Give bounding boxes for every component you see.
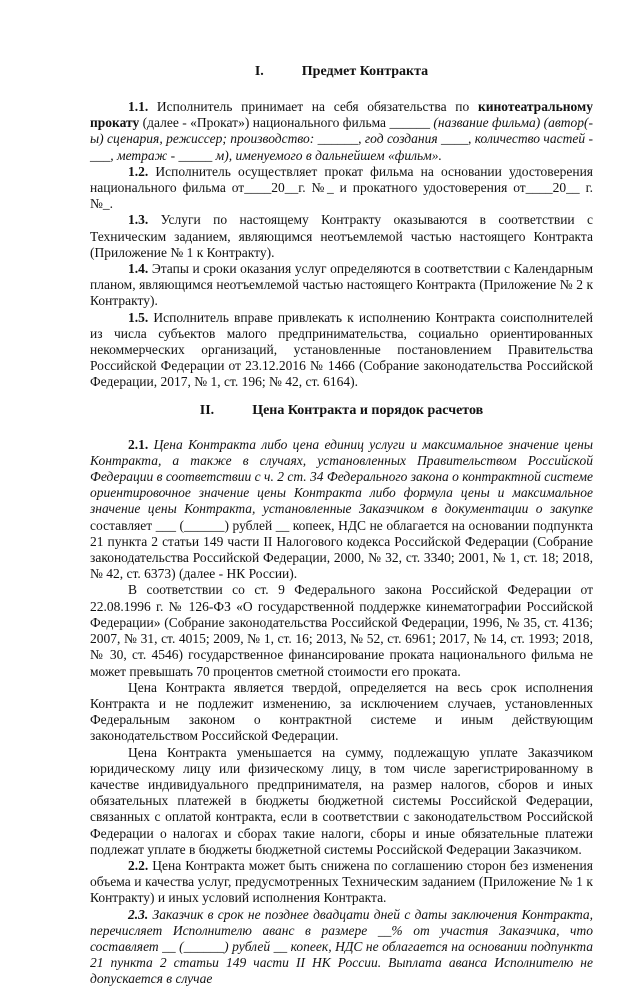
clause-2-3 <box>90 907 593 988</box>
clause-1-1-text-italic: (название фильма) (автор(-ы) сценария, режиссер; производство: ______, год создания ____, количество частей - ___, метраж - _____ м), именуемого в дальнейшем «фильм». <box>90 115 593 163</box>
section-2-title: Цена Контракта и порядок расчетов <box>252 402 484 418</box>
clause-1-5 <box>90 310 593 391</box>
clause-2-2 <box>90 858 593 907</box>
clause-2-2-number: 2.2. <box>128 857 149 873</box>
paragraph-price-reduction: Цена Контракта уменьшается на сумму, подлежащую уплате Заказчиком юридическому лицу или физическому лицу, в том числе зарегистрированному в качестве индивидуального предпринимателя, на размер налогов, сборов и иных обязательных платежей в бюджеты бюджетной системы Российской Федерации, связанных с оплатой контракта, если в соответствии с законодательством Российской Федерации о налогах и сборах такие налоги, сборы и иные обязательные платежи подлежат уплате в бюджеты бюджетной системы Российской Федерации Заказчиком. <box>90 744 593 857</box>
clause-1-1 <box>90 99 593 164</box>
clause-2-1-text: составляет ___ (______) рублей __ копеек, НДС не облагается на основании подпункта 21 пункта 2 статьи 149 части II Налогового кодекса Российской Федерации (Собрание законодательства Российской Федерации, 2000, № 32, ст. 3340; 2001, № 1, ст. 18; 2018, № 42, ст. 6373) (далее - НК России). <box>90 517 593 582</box>
clause-1-5-number: 1.5. <box>128 309 149 325</box>
section-2-number: II. <box>199 402 215 418</box>
clause-1-3-text: Услуги по настоящему Контракту оказываются в соответствии с Техническим заданием, являющимся неотъемлемой частью настоящего Контракта (Приложение № 1 к Контракту). <box>90 212 593 260</box>
clause-1-2-text: Исполнитель осуществляет прокат фильма на основании удостоверения национального фильма от____20__г. №_ и прокатного удостоверения от____20__ г. №_. <box>90 163 593 212</box>
paragraph-fixed-price: Цена Контракта является твердой, определяется на весь срок исполнения Контракта и не подлежит изменению, за исключением случаев, установленных Федеральным законом о контрактной системе и иным действующим законодательством Российской Федерации. <box>90 679 593 744</box>
clause-1-3 <box>90 212 593 261</box>
clause-1-2 <box>90 164 593 213</box>
clause-1-3-number: 1.3. <box>128 212 149 228</box>
clause-2-1-text-italic: Цена Контракта либо цена единиц услуги и максимальное значение цены Контракта, а также в случаях, установленных Правительством Российской Федерации в соответствии с ч. 2 ст. 34 Федерального закона о контрактной системе ориентировочное значение цены Контракта либо формула цены и максимальное значение цены Контракта, установленные Заказчиком в документации о закупке <box>90 436 593 517</box>
contract-text <box>90 64 593 988</box>
clause-1-4-number: 1.4. <box>128 261 149 277</box>
clause-1-1-text-bold: кинотеатральному прокату <box>90 99 593 131</box>
clause-2-3-number: 2.3. <box>128 906 149 922</box>
clause-1-5-text: Исполнитель вправе привлекать к исполнению Контракта соисполнителей из числа субъектов малого предпринимательства, социально ориентированных некоммерческих организаций, установленные постановлением Правительства Российской Федерации от 23.12.2016 № 1466 (Собрание законодательства Российской Федерации, 2017, № 1, ст. 196; № 42, ст. 6164). <box>90 309 593 390</box>
clause-1-1-number: 1.1. <box>128 99 149 114</box>
clause-2-2-text: Цена Контракта может быть снижена по соглашению сторон без изменения объема и качества услуг, предусмотренных Техническим заданием (Приложение № 1 к Контракту) и иных условий исполнения Контракта. <box>90 857 593 906</box>
clause-1-4 <box>90 261 593 310</box>
paragraph-film-law: В соответствии со ст. 9 Федерального закона Российской Федерации от 22.08.1996 г. № 126-ФЗ «О государственной поддержке кинематографии Российской Федерации» (Собрание законодательства Российской Федерации, 1996, № 35, ст. 4136; 2007, № 31, ст. 4015; 2009, № 1, ст. 16; 2013, № 52, ст. 6961; 2017, № 14, ст. 1993; 2018, № 30, ст. 4546) государственное финансирование проката национального фильма не может превышать 70 процентов сметной стоимости его проката. <box>90 582 593 679</box>
clause-1-2-number: 1.2. <box>128 163 149 179</box>
section-1-heading <box>90 64 593 80</box>
section-1-title: Предмет Контракта <box>301 64 429 79</box>
clause-2-3-text: Заказчик в срок не позднее двадцати дней с даты заключения Контракта, перечисляет Исполнителю аванс в размере __% от участия Заказчика, что составляет __ (______) рублей __ копеек, НДС не облагается на основании подпункта 21 пункта 2 статьи 149 части II НК России. Выплата аванса Исполнителю не допускается в случае <box>90 906 593 987</box>
section-2-heading <box>90 403 593 419</box>
clause-1-1-text-c: (далее - «Прокат») национального фильма ______ <box>139 115 430 131</box>
clause-2-1-number: 2.1. <box>128 436 149 452</box>
clause-2-1 <box>90 437 593 583</box>
section-1-number: I. <box>254 64 264 79</box>
clause-1-1-text-a: Исполнитель принимает на себя обязательства по <box>148 99 478 114</box>
clause-1-4-text: Этапы и сроки оказания услуг определяются в соответствии с Календарным планом, являющимся неотъемлемой частью настоящего Контракта (Приложение № 2 к Контракту). <box>90 261 593 309</box>
